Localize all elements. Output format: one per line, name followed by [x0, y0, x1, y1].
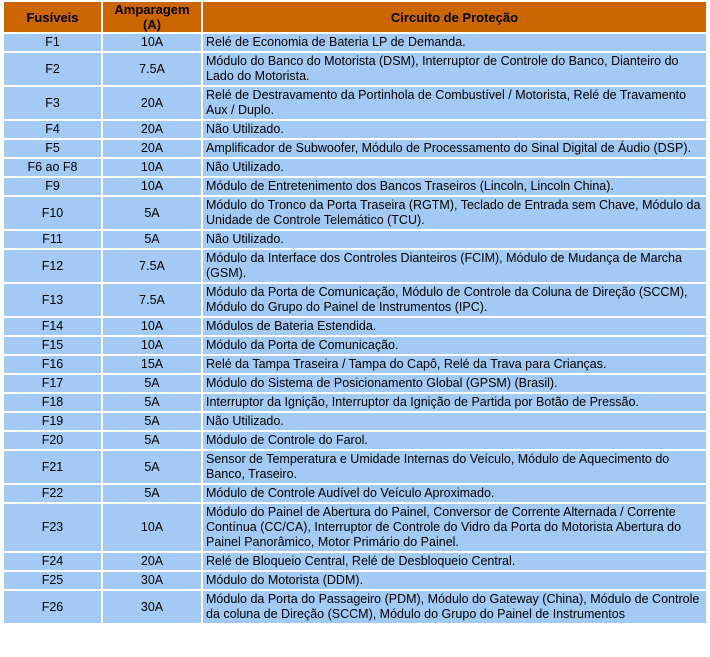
amperage-cell: 5A: [103, 197, 201, 229]
amperage-cell: 5A: [103, 231, 201, 248]
amperage-cell: 5A: [103, 432, 201, 449]
amperage-cell: 5A: [103, 485, 201, 502]
amperage-cell: 10A: [103, 34, 201, 51]
circuit-cell: Módulo do Painel de Abertura do Painel, Conversor de Corrente Alternada / Corrente Contínua (CC/CA), Interruptor de Controle do Vidro da Porta do Motorista Abertura do Painel Panorâmico, Motor Primário do Painel.: [203, 504, 706, 551]
circuit-cell: Não Utilizado.: [203, 413, 706, 430]
header-amperage: Amparagem (A): [103, 2, 201, 32]
circuit-cell: Módulo do Banco do Motorista (DSM), Interruptor de Controle do Banco, Dianteiro do Lado do Motorista.: [203, 53, 706, 85]
amperage-cell: 5A: [103, 375, 201, 392]
table-row: [4, 87, 706, 119]
fuse-cell: F19: [4, 413, 101, 430]
table-row: [4, 178, 706, 195]
table-row: [4, 485, 706, 502]
amperage-cell: 7.5A: [103, 284, 201, 316]
fuse-cell: F12: [4, 250, 101, 282]
table-row: [4, 53, 706, 85]
circuit-cell: Não Utilizado.: [203, 231, 706, 248]
header-fuses: Fusíveis: [4, 2, 101, 32]
circuit-cell: Módulo da Porta de Comunicação, Módulo de Controle da Coluna de Direção (SCCM), Módulo do Grupo do Painel de Instrumentos (IPC).: [203, 284, 706, 316]
circuit-cell: Módulo do Sistema de Posicionamento Global (GPSM) (Brasil).: [203, 375, 706, 392]
table-row: [4, 432, 706, 449]
amperage-cell: 10A: [103, 318, 201, 335]
amperage-cell: 10A: [103, 504, 201, 551]
amperage-cell: 20A: [103, 121, 201, 138]
header-circuit: Circuito de Proteção: [203, 2, 706, 32]
table-row: [4, 34, 706, 51]
circuit-cell: Sensor de Temperatura e Umidade Internas do Veículo, Módulo de Aquecimento do Banco, Traseiro.: [203, 451, 706, 483]
table-row: [4, 197, 706, 229]
table-row: [4, 572, 706, 589]
circuit-cell: Módulo da Porta do Passageiro (PDM), Módulo do Gateway (China), Módulo de Controle da coluna de Direção (SCCM), Módulo do Grupo do Painel de Instrumentos: [203, 591, 706, 623]
table-row: [4, 451, 706, 483]
amperage-cell: 20A: [103, 87, 201, 119]
table-row: [4, 121, 706, 138]
amperage-cell: 30A: [103, 591, 201, 623]
fuse-cell: F11: [4, 231, 101, 248]
table-row: [4, 356, 706, 373]
fuse-cell: F9: [4, 178, 101, 195]
fuse-cell: F13: [4, 284, 101, 316]
circuit-cell: Relé de Destravamento da Portinhola de Combustível / Motorista, Relé de Travamento Aux / Duplo.: [203, 87, 706, 119]
fuse-cell: F1: [4, 34, 101, 51]
amperage-cell: 20A: [103, 140, 201, 157]
circuit-cell: Interruptor da Ignição, Interruptor da Ignição de Partida por Botão de Pressão.: [203, 394, 706, 411]
fuse-cell: F6 ao F8: [4, 159, 101, 176]
amperage-cell: 7.5A: [103, 53, 201, 85]
fuse-table: [2, 0, 708, 625]
fuse-cell: F22: [4, 485, 101, 502]
table-row: [4, 284, 706, 316]
fuse-cell: F15: [4, 337, 101, 354]
amperage-cell: 5A: [103, 451, 201, 483]
table-row: [4, 250, 706, 282]
circuit-cell: Módulo do Motorista (DDM).: [203, 572, 706, 589]
fuse-cell: F25: [4, 572, 101, 589]
table-row: [4, 504, 706, 551]
amperage-cell: 7.5A: [103, 250, 201, 282]
circuit-cell: Módulo de Entretenimento dos Bancos Traseiros (Lincoln, Lincoln China).: [203, 178, 706, 195]
fuse-cell: F5: [4, 140, 101, 157]
table-row: [4, 337, 706, 354]
fuse-cell: F10: [4, 197, 101, 229]
fuse-cell: F21: [4, 451, 101, 483]
table-row: [4, 231, 706, 248]
amperage-cell: 5A: [103, 394, 201, 411]
circuit-cell: Não Utilizado.: [203, 159, 706, 176]
table-row: [4, 553, 706, 570]
circuit-cell: Módulo de Controle do Farol.: [203, 432, 706, 449]
circuit-cell: Módulo da Interface dos Controles Dianteiros (FCIM), Módulo de Mudança de Marcha (GSM).: [203, 250, 706, 282]
table-row: [4, 375, 706, 392]
fuse-cell: F18: [4, 394, 101, 411]
circuit-cell: Não Utilizado.: [203, 121, 706, 138]
circuit-cell: Amplificador de Subwoofer, Módulo de Processamento do Sinal Digital de Áudio (DSP).: [203, 140, 706, 157]
amperage-cell: 10A: [103, 178, 201, 195]
fuse-cell: F3: [4, 87, 101, 119]
circuit-cell: Relé de Bloqueio Central, Relé de Desbloqueio Central.: [203, 553, 706, 570]
circuit-cell: Módulo da Porta de Comunicação.: [203, 337, 706, 354]
table-header-row: [4, 2, 706, 32]
amperage-cell: 15A: [103, 356, 201, 373]
amperage-cell: 20A: [103, 553, 201, 570]
amperage-cell: 10A: [103, 159, 201, 176]
fuse-cell: F23: [4, 504, 101, 551]
circuit-cell: Relé de Economia de Bateria LP de Demanda.: [203, 34, 706, 51]
table-row: [4, 413, 706, 430]
circuit-cell: Módulo de Controle Audível do Veículo Aproximado.: [203, 485, 706, 502]
fuse-cell: F17: [4, 375, 101, 392]
fuse-cell: F16: [4, 356, 101, 373]
fuse-cell: F2: [4, 53, 101, 85]
fuse-cell: F20: [4, 432, 101, 449]
table-row: [4, 159, 706, 176]
fuse-cell: F4: [4, 121, 101, 138]
fuse-cell: F26: [4, 591, 101, 623]
fuse-cell: F14: [4, 318, 101, 335]
amperage-cell: 10A: [103, 337, 201, 354]
table-row: [4, 318, 706, 335]
table-row: [4, 591, 706, 623]
amperage-cell: 5A: [103, 413, 201, 430]
amperage-cell: 30A: [103, 572, 201, 589]
table-row: [4, 394, 706, 411]
table-row: [4, 140, 706, 157]
circuit-cell: Módulo do Tronco da Porta Traseira (RGTM), Teclado de Entrada sem Chave, Módulo da Unidade de Controle Telemático (TCU).: [203, 197, 706, 229]
fuse-cell: F24: [4, 553, 101, 570]
circuit-cell: Módulos de Bateria Estendida.: [203, 318, 706, 335]
circuit-cell: Relé da Tampa Traseira / Tampa do Capô, Relé da Trava para Crianças.: [203, 356, 706, 373]
